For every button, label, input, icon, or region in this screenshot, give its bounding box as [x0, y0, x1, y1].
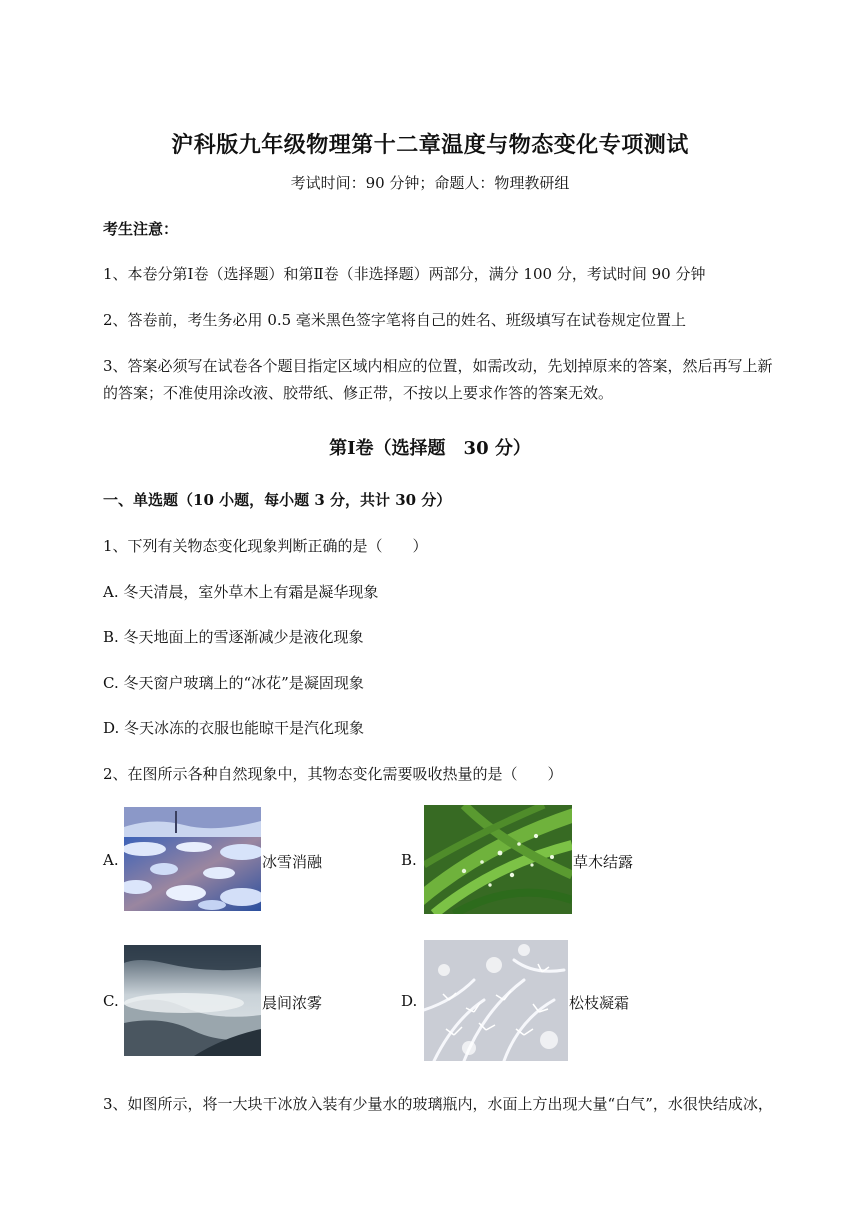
q1-option-d: D. 冬天冰冻的衣服也能晾干是汽化现象: [103, 719, 365, 737]
dewy-grass-photo: [424, 805, 572, 914]
exam-subtitle: 考试时间：90 分钟；命题人：物理教研组: [290, 174, 570, 192]
q1-option-b: B. 冬天地面上的雪逐渐减少是液化现象: [103, 628, 364, 646]
notice-item-2: 2、答卷前，考生务必用 0.5 毫米黑色签字笔将自己的姓名、班级填写在试卷规定位置上: [103, 311, 686, 329]
page-title: 沪科版九年级物理第十二章温度与物态变化专项测试: [171, 132, 689, 158]
q2-option-b-letter: B.: [401, 851, 417, 869]
q2-option-c-letter: C.: [103, 992, 119, 1010]
q1-option-c: C. 冬天窗户玻璃上的“冰花”是凝固现象: [103, 674, 364, 692]
section-title: 第Ⅰ卷（选择题 30 分）: [329, 438, 531, 459]
q2-option-d-caption: 松枝凝霜: [569, 994, 630, 1012]
part-heading: 一、单选题（10 小题，每小题 3 分，共计 30 分）: [103, 491, 452, 509]
notice-item-1: 1、本卷分第Ⅰ卷（选择题）和第Ⅱ卷（非选择题）两部分，满分 100 分，考试时间 90 分钟: [103, 265, 706, 283]
morning-fog-photo: [124, 945, 261, 1056]
question-1-stem: 1、下列有关物态变化现象判断正确的是（ ）: [103, 537, 428, 555]
q2-option-d-letter: D.: [401, 992, 418, 1010]
notice-item-3: 3、答案必须写在试卷各个题目指定区域内相应的位置，如需改动，先划掉原来的答案，然后再写上新: [103, 357, 773, 375]
q1-option-a: A. 冬天清晨，室外草木上有霜是凝华现象: [103, 583, 379, 601]
frosty-pine-photo: [424, 940, 568, 1061]
question-2-stem: 2、在图所示各种自然现象中，其物态变化需要吸收热量的是（ ）: [103, 765, 563, 783]
q2-option-b-caption: 草木结露: [573, 853, 634, 871]
q2-option-a-letter: A.: [103, 851, 119, 869]
snowy-river-photo: [124, 807, 261, 911]
q2-option-a-caption: 冰雪消融: [262, 853, 323, 871]
notice-heading: 考生注意：: [103, 220, 179, 238]
question-3-stem: 3、如图所示，将一大块干冰放入装有少量水的玻璃瓶内，水面上方出现大量“白气”，水很快结成冰，: [103, 1095, 773, 1113]
notice-item-3-cont: 的答案；不准使用涂改液、胶带纸、修正带，不按以上要求作答的答案无效。: [103, 384, 614, 402]
q2-option-c-caption: 晨间浓雾: [262, 994, 323, 1012]
